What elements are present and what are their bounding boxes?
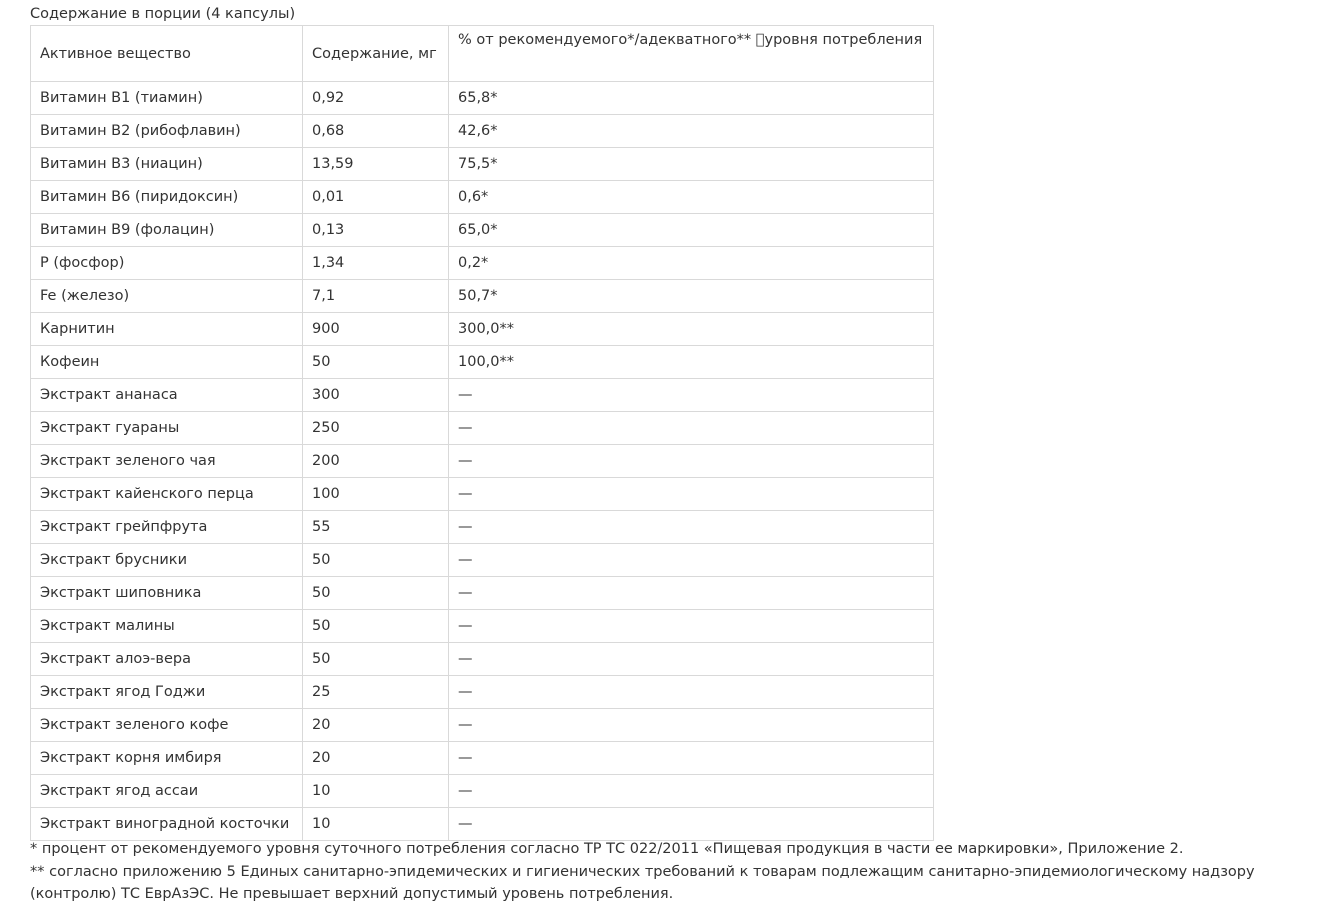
table-row — [31, 247, 934, 280]
cell-substance: Экстракт малины — [31, 610, 303, 643]
footnotes — [30, 838, 1310, 906]
cell-percent-intake: 75,5* — [449, 148, 934, 181]
cell-content-mg: 10 — [303, 775, 449, 808]
header-content-mg: Содержание, мг — [303, 26, 449, 82]
cell-content-mg: 10 — [303, 808, 449, 841]
cell-percent-intake: — — [449, 577, 934, 610]
cell-percent-intake: 65,0* — [449, 214, 934, 247]
footnote-double-asterisk: ** согласно приложению 5 Единых санитарно-эпидемических и гигиенических требований к товарам подлежащим санитарно-эпидемиологическому надзору (контролю) ТС ЕврАзЭС. Не превышает верхний допустимый уровень потребления. — [30, 863, 1255, 902]
nutrition-table — [30, 25, 934, 841]
table-caption: Содержание в порции (4 капсулы) — [30, 6, 296, 22]
cell-percent-intake: — — [449, 610, 934, 643]
footnote-single-asterisk: * процент от рекомендуемого уровня суточного потребления согласно ТР ТС 022/2011 «Пищевая продукция в части ее маркировки», Приложение 2. — [30, 841, 1184, 857]
cell-substance: Витамин В2 (рибофлавин) — [31, 115, 303, 148]
cell-substance: Экстракт шиповника — [31, 577, 303, 610]
cell-content-mg: 55 — [303, 511, 449, 544]
cell-content-mg: 20 — [303, 709, 449, 742]
table-row — [31, 577, 934, 610]
cell-percent-intake: — — [449, 643, 934, 676]
cell-substance: Витамин В9 (фолацин) — [31, 214, 303, 247]
cell-content-mg: 200 — [303, 445, 449, 478]
cell-percent-intake: — — [449, 445, 934, 478]
cell-substance: Карнитин — [31, 313, 303, 346]
table-row — [31, 346, 934, 379]
cell-content-mg: 900 — [303, 313, 449, 346]
cell-content-mg: 250 — [303, 412, 449, 445]
table-row — [31, 742, 934, 775]
cell-substance: Кофеин — [31, 346, 303, 379]
cell-content-mg: 50 — [303, 643, 449, 676]
cell-percent-intake: 0,6* — [449, 181, 934, 214]
cell-percent-intake: 42,6* — [449, 115, 934, 148]
cell-content-mg: 300 — [303, 379, 449, 412]
cell-percent-intake: — — [449, 676, 934, 709]
table-row — [31, 676, 934, 709]
table-row — [31, 709, 934, 742]
table-row — [31, 280, 934, 313]
cell-percent-intake: 0,2* — [449, 247, 934, 280]
cell-percent-intake: — — [449, 709, 934, 742]
cell-percent-intake: — — [449, 478, 934, 511]
table-row — [31, 511, 934, 544]
cell-content-mg: 50 — [303, 544, 449, 577]
table-row — [31, 412, 934, 445]
cell-substance: Экстракт ягод Годжи — [31, 676, 303, 709]
header-substance: Активное вещество — [31, 26, 303, 82]
cell-content-mg: 7,1 — [303, 280, 449, 313]
table-row — [31, 214, 934, 247]
cell-content-mg: 100 — [303, 478, 449, 511]
cell-content-mg: 13,59 — [303, 148, 449, 181]
cell-content-mg: 50 — [303, 346, 449, 379]
cell-percent-intake: — — [449, 808, 934, 841]
cell-substance: Экстракт брусники — [31, 544, 303, 577]
cell-percent-intake: — — [449, 544, 934, 577]
cell-substance: Экстракт ягод ассаи — [31, 775, 303, 808]
cell-percent-intake: — — [449, 412, 934, 445]
cell-substance: Экстракт грейпфрута — [31, 511, 303, 544]
cell-content-mg: 20 — [303, 742, 449, 775]
cell-percent-intake: 50,7* — [449, 280, 934, 313]
cell-percent-intake: 65,8* — [449, 82, 934, 115]
table-row — [31, 313, 934, 346]
table-row — [31, 181, 934, 214]
cell-percent-intake: — — [449, 775, 934, 808]
table-row — [31, 379, 934, 412]
cell-substance: Экстракт гуараны — [31, 412, 303, 445]
table-row — [31, 148, 934, 181]
cell-substance: Экстракт кайенского перца — [31, 478, 303, 511]
cell-content-mg: 0,92 — [303, 82, 449, 115]
table-row — [31, 775, 934, 808]
cell-percent-intake: 100,0** — [449, 346, 934, 379]
cell-content-mg: 0,13 — [303, 214, 449, 247]
cell-percent-intake: — — [449, 379, 934, 412]
table-row — [31, 115, 934, 148]
cell-percent-intake: — — [449, 511, 934, 544]
cell-content-mg: 25 — [303, 676, 449, 709]
cell-substance: Экстракт виноградной косточки — [31, 808, 303, 841]
cell-substance: Экстракт корня имбиря — [31, 742, 303, 775]
table-row — [31, 445, 934, 478]
cell-content-mg: 1,34 — [303, 247, 449, 280]
cell-substance: Экстракт алоэ-вера — [31, 643, 303, 676]
cell-content-mg: 50 — [303, 610, 449, 643]
cell-percent-intake: 300,0** — [449, 313, 934, 346]
cell-substance: Витамин В1 (тиамин) — [31, 82, 303, 115]
cell-content-mg: 0,01 — [303, 181, 449, 214]
table-row — [31, 643, 934, 676]
table-row — [31, 610, 934, 643]
header-percent-intake: % от рекомендуемого*/адекватного**  уровня потребления — [449, 26, 934, 82]
table-row — [31, 808, 934, 841]
cell-substance: Экстракт зеленого кофе — [31, 709, 303, 742]
cell-substance: Fe (железо) — [31, 280, 303, 313]
cell-substance: Экстракт зеленого чая — [31, 445, 303, 478]
cell-substance: Р (фосфор) — [31, 247, 303, 280]
cell-content-mg: 50 — [303, 577, 449, 610]
cell-content-mg: 0,68 — [303, 115, 449, 148]
cell-percent-intake: — — [449, 742, 934, 775]
cell-substance: Экстракт ананаса — [31, 379, 303, 412]
cell-substance: Витамин В3 (ниацин) — [31, 148, 303, 181]
table-row — [31, 478, 934, 511]
table-row — [31, 544, 934, 577]
cell-substance: Витамин В6 (пиридоксин) — [31, 181, 303, 214]
table-row — [31, 82, 934, 115]
table-header-row — [31, 26, 934, 82]
